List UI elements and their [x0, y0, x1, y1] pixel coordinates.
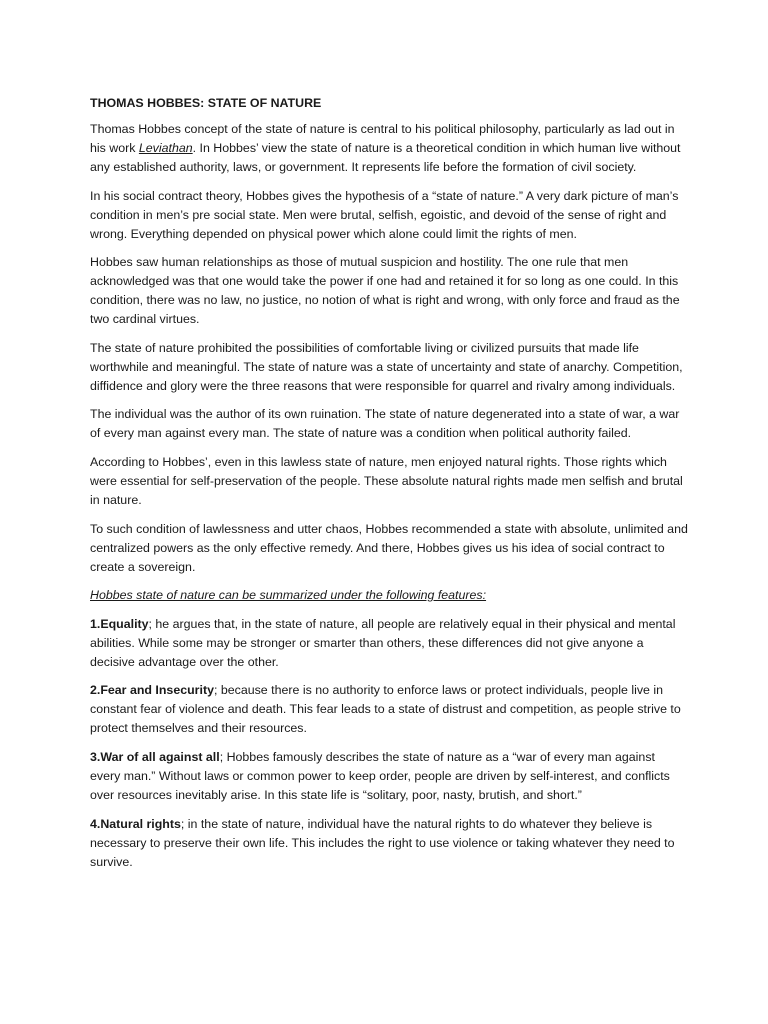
- feature-text: ; because there is no authority to enforce laws or protect individuals, people live in constant fear of violence and death. This fear leads to a state of distrust and competition, as people strive to protect themselves and their resources.: [90, 683, 681, 736]
- feature-text: ; he argues that, in the state of nature, all people are relatively equal in their physical and mental abilities. While some may be stronger or smarter than others, these differences did not give anyone a decisive advantage over the other.: [90, 616, 676, 669]
- feature-item: [90, 615, 688, 672]
- feature-item: [90, 815, 688, 872]
- feature-text: ; in the state of nature, individual have the natural rights to do whatever they believe is necessary to preserve their own life. This includes the right to use violence or taking whatever they need to survive.: [90, 816, 675, 869]
- document-title: THOMAS HOBBES: STATE OF NATURE: [90, 96, 322, 110]
- features-heading: Hobbes state of nature can be summarized under the following features:: [90, 588, 487, 603]
- body-paragraph: According to Hobbes’, even in this lawless state of nature, men enjoyed natural rights. Those rights which were essential for self-preservation of the people. These absolute natural rights made men selfish and brutal in nature.: [90, 454, 683, 507]
- intro-paragraph: [90, 120, 688, 177]
- feature-text: ; Hobbes famously describes the state of nature as a “war of every man against every man.” Without laws or common power to keep order, people are driven by self-interest, and conflicts over resources inevitably arise. In this state life is “solitary, poor, nasty, brutish, and short.”: [90, 749, 670, 802]
- intro-text-after: . In Hobbes’ view the state of nature is a theoretical condition in which human live without any established authority, laws, or government. It represents life before the formation of civil society.: [90, 141, 681, 174]
- feature-item: [90, 681, 688, 738]
- body-paragraph: Hobbes saw human relationships as those of mutual suspicion and hostility. The one rule that men acknowledged was that one would take the power if one had and retained it for so long as one could. In this condition, there was no law, no justice, no notion of what is right and wrong, with only force and fraud as the two cardinal virtues.: [90, 255, 680, 327]
- work-title: Leviathan: [138, 141, 193, 155]
- body-paragraph: The state of nature prohibited the possibilities of comfortable living or civilized pursuits that made life worthwhile and meaningful. The state of nature was a state of uncertainty and state of anarchy. Competition, diffidence and glory were the three reasons that were responsible for quarrel and rivalry among individuals.: [90, 340, 683, 393]
- feature-label: 2.Fear and Insecurity: [90, 683, 214, 698]
- body-paragraph: In his social contract theory, Hobbes gives the hypothesis of a “state of nature.” A very dark picture of man’s condition in men’s pre social state. Men were brutal, selfish, egoistic, and devoid of the sense of right and wrong. Everything depended on physical power which alone could limit the rights of men.: [90, 188, 679, 241]
- feature-label: 1.Equality: [90, 616, 149, 631]
- body-paragraph: The individual was the author of its own ruination. The state of nature degenerated into a state of war, a war of every man against every man. The state of nature was a condition when political authority failed.: [90, 407, 680, 441]
- feature-label: 3.War of all against all: [90, 749, 220, 764]
- intro-text-before: Thomas Hobbes concept of the state of nature is central to his political philosophy, particularly as lad out in his work: [90, 122, 675, 155]
- feature-item: [90, 748, 688, 805]
- feature-label: 4.Natural rights: [90, 816, 181, 831]
- body-paragraph: To such condition of lawlessness and utter chaos, Hobbes recommended a state with absolute, unlimited and centralized powers as the only effective remedy. And there, Hobbes gives us his idea of social contract to create a sovereign.: [90, 521, 688, 574]
